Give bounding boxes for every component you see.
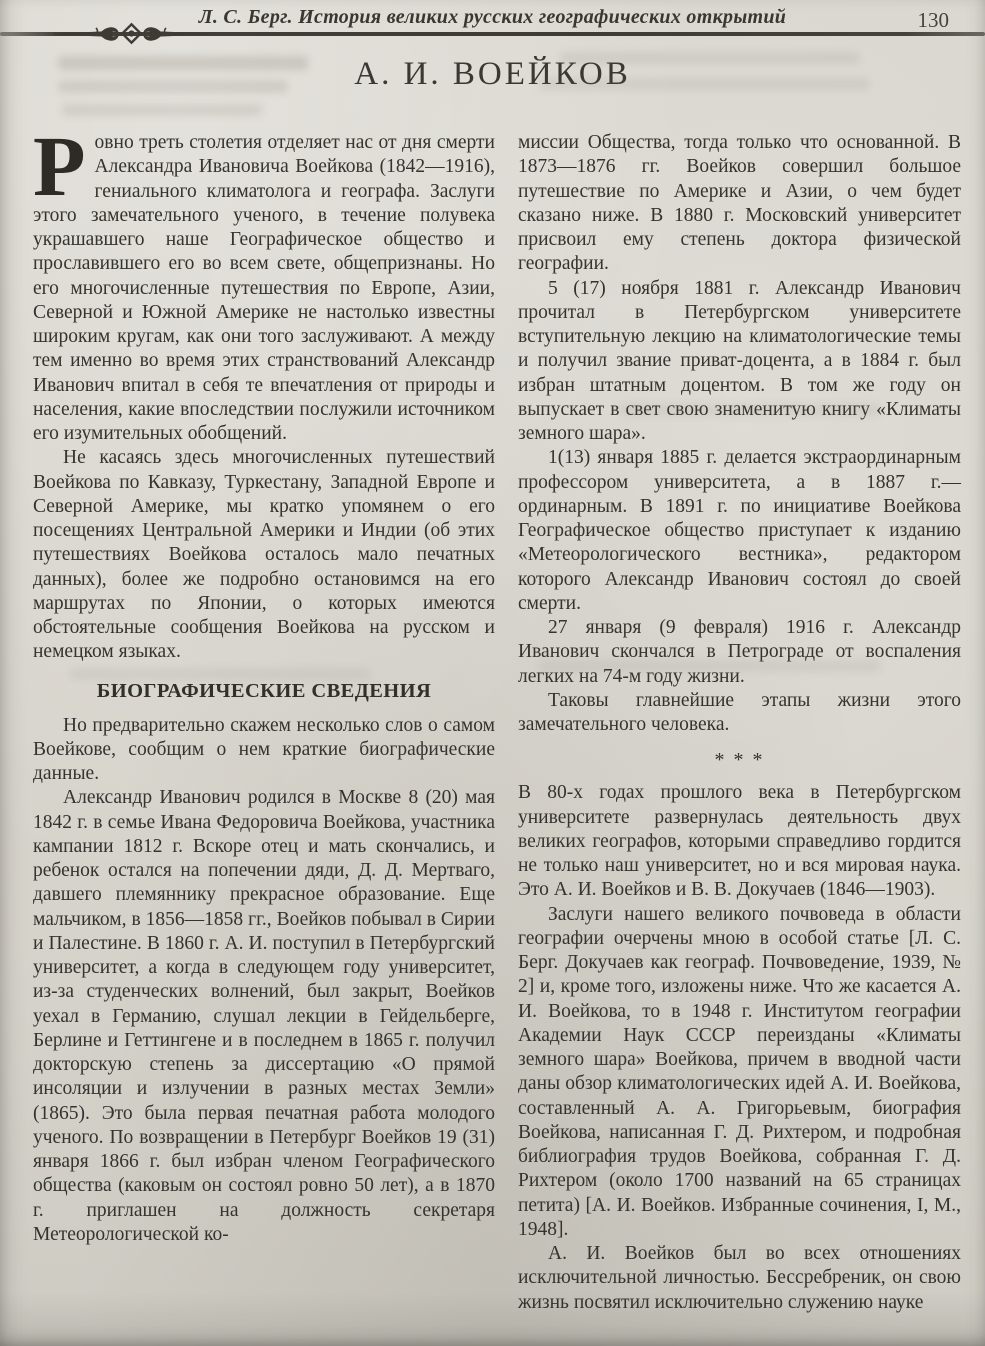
section-heading: БИОГРАФИЧЕСКИЕ СВЕДЕНИЯ <box>96 679 432 702</box>
paragraph: Не касаясь здесь многочисленных путешествий Воейкова по Кавказу, Туркестану, Западной Европе и Северной Америке, мы кратко упомянем о его посещениях Центральной Америки и Индии (об этих путешествиях Воейкова осталось мало печатных данных), более же подробно остановимся на его маршрутах по Японии, о которых имеются обстоятельные сообщения Воейкова на русском и немецком языках. <box>33 447 495 663</box>
paragraph: Заслуги нашего великого почвоведа в области географии очерчены мною в особой статье [Л. С. Берг. Докучаев как географ. Почвоведение, 1939, № 2] и, кроме того, изложены ниже. Что же касается А. И. Воейкова, то в 1948 г. Институтом географии Академии Наук СССР переизданы «Климаты земного шара» Воейкова, причем в вводной части даны обзор климатологических идей А. И. Воейкова, составленный А. А. Григорьевым, биография Воейкова, написанная Г. Д. Рихтером, и подробная библиография трудов Воейкова, собранная Г. Д. Рихтером (около 1700 названий на 65 страницах петита) [А. И. Воейков. Избранные сочинения, I, М., 1948]. <box>518 903 961 1240</box>
right-column <box>518 131 961 1315</box>
text-columns <box>33 118 961 1315</box>
paragraph: Таковы главнейшие этапы жизни этого замечательного человека. <box>518 689 961 735</box>
paragraph: В 80-х годах прошлого века в Петербургском университете развернулась деятельность двух великих географов, которыми справедливо гордится не только наш университет, но и вся мировая наука. Это А. И. Воейков и В. В. Докучаев (1846—1903). <box>518 782 961 901</box>
drop-cap: Р <box>33 118 86 214</box>
paragraph: Но предварительно скажем несколько слов о самом Воейкове, сообщим о нем краткие биографические данные. <box>33 714 495 784</box>
showthrough-ghost <box>62 104 262 116</box>
paragraph: 27 января (9 февраля) 1916 г. Александр Иванович скончался в Петрограде от воспаления легких на 74-м году жизни. <box>518 617 961 687</box>
paragraph: миссии Общества, тогда только что основанной. В 1873—1876 гг. Воейков совершил большое путешествие по Америке и Азии, о чем будет сказано ниже. В 1880 г. Московский университет присвоил ему степень доктора физической географии. <box>518 132 961 275</box>
column-separator: * * * <box>714 749 765 772</box>
paragraph: 5 (17) ноября 1881 г. Александр Иванович прочитал в Петербургском университете вступительную лекцию на климатологические темы и получил звание приват-доцента, а в 1884 г. был избран штатным доцентом. В том же году он выпускает в свет свою знаменитую книгу «Климаты земного шара». <box>518 277 961 444</box>
paragraph: Александр Иванович родился в Москве 8 (20) мая 1842 г. в семье Ивана Федоровича Воейкова, участника кампании 1812 г. Вскоре отец и мать скончались, и ребенок остался на попечении дяди, Д. Д. Мертваго, давшего племяннику прекрасное образование. Еще мальчиком, в 1856—1858 гг., Воейков побывал в Сирии и Палестине. В 1860 г. А. И. поступил в Петербургский университет, а когда в следующем году университет, из-за студенческих волнений, был закрыт, Воейков уехал в Германию, слушал лекции в Гейдельберге, Берлине и Геттингене и в последнем в 1865 г. получил докторскую степень за диссертацию «О прямой инсоляции и излучении в разных местах Земли» (1865). Это была первая печатная работа молодого ученого. По возвращении в Петербург Воейков 19 (31) января 1866 г. был избран членом Географического общества (каковым он состоял ровно 50 лет), а в 1870 г. приглашен на должность секретаря Метеорологической ко- <box>33 787 495 1245</box>
paragraph: А. И. Воейков был во всех отношениях исключительной личностью. Бессребреник, он свою жизнь посвятил исключительно служению науке <box>518 1243 961 1313</box>
page-number: 130 <box>917 8 949 32</box>
running-title: Л. С. Берг. История великих русских географических открытий <box>198 6 787 28</box>
header-ornament-icon <box>52 18 212 50</box>
left-column <box>33 118 495 1315</box>
paragraph: 1(13) января 1885 г. делается экстраординарным профессором университета, а в 1887 г.— ординарным. В 1891 г. по инициативе Воейкова Географическое общество приступает к изданию «Метеорологического вестника», редактором которого Александр Иванович состоял до своей смерти. <box>518 447 961 614</box>
article-title: А. И. ВОЕЙКОВ <box>354 56 631 92</box>
paragraph-text: овно треть столетия отделяет нас от дня смерти Александра Ивановича Воейкова (1842—1916), гениального климатолога и географа. Заслуги этого замечательного ученого, в течение полувека украшавшего наше Географическое общество и прославившего его во всем свете, общепризнаны. Но его многочисленные путешествия по Европе, Азии, Северной и Южной Америке не настолько известны широким кругам, как они того заслуживают. А между тем именно во время этих странствований Александр Иванович впитал в себя те впечатления от природы и населения, какие впоследствии послужили источником его изумительных обобщений. <box>33 132 495 444</box>
paragraph <box>33 118 495 446</box>
